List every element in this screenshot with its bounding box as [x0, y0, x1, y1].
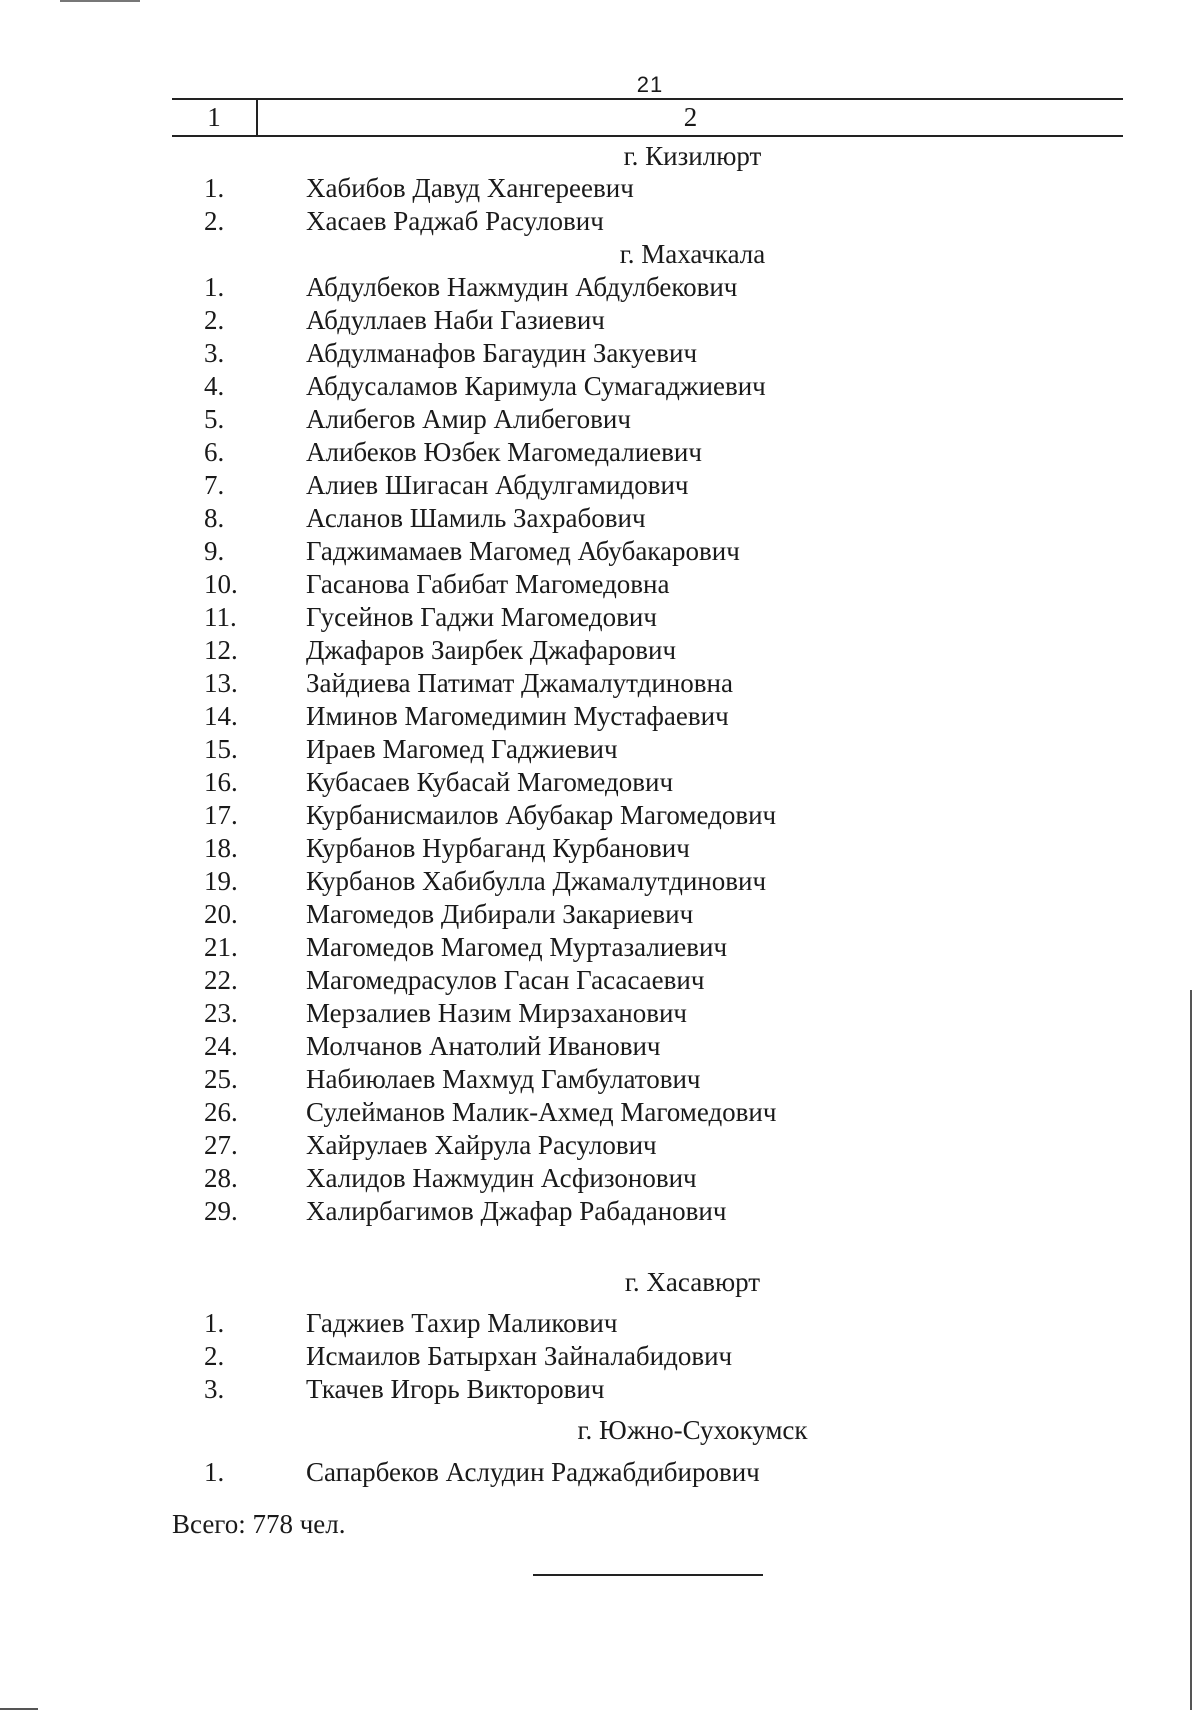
entry-number: 5. [204, 404, 225, 434]
section-heading-kizilyurt: г. Кизилюрт [623, 141, 762, 171]
entry-name: Алибегов Амир Алибегович [306, 404, 631, 434]
entry-number: 2. [204, 305, 225, 335]
entry-name: Гусейнов Гаджи Магомедович [306, 602, 657, 632]
total-count: Всего: 778 чел. [172, 1509, 346, 1539]
entry-number: 1. [204, 1308, 225, 1338]
scan-edge-mark [0, 1708, 38, 1710]
entry-name: Хайрулаев Хайрула Расулович [306, 1130, 657, 1160]
entry-name: Мерзалиев Назим Мирзаханович [306, 998, 687, 1028]
entry-name: Алиев Шигасан Абдулгамидович [306, 470, 689, 500]
column-header-number: 1 [207, 102, 221, 132]
entry-number: 20. [204, 899, 238, 929]
entry-number: 18. [204, 833, 238, 863]
entry-number: 28. [204, 1163, 238, 1193]
entry-number: 19. [204, 866, 238, 896]
entry-number: 27. [204, 1130, 238, 1160]
entry-number: 23. [204, 998, 238, 1028]
entry-name: Халирбагимов Джафар Рабаданович [306, 1196, 727, 1226]
page-number: 21 [636, 72, 664, 97]
entry-name: Курбанов Нурбаганд Курбанович [306, 833, 690, 863]
column-header-name: 2 [683, 102, 698, 132]
scan-edge-mark [60, 0, 140, 2]
entry-name: Курбанисмаилов Абубакар Магомедович [306, 800, 777, 830]
entry-number: 9. [204, 536, 225, 566]
entry-number: 29. [204, 1196, 238, 1226]
entry-number: 10. [204, 569, 238, 599]
entry-name: Ираев Магомед Гаджиевич [306, 734, 618, 764]
entry-number: 12. [204, 635, 238, 665]
entry-number: 7. [204, 470, 225, 500]
end-rule-divider [533, 1574, 763, 1576]
entry-name: Сулейманов Малик-Ахмед Магомедович [306, 1097, 777, 1127]
scan-edge-line [1190, 990, 1192, 1710]
entry-number: 26. [204, 1097, 238, 1127]
entry-name: Курбанов Хабибулла Джамалутдинович [306, 866, 767, 896]
section-heading-makhachkala: г. Махачкала [619, 239, 766, 269]
entry-name: Зайдиева Патимат Джамалутдиновна [306, 668, 733, 698]
entry-number: 16. [204, 767, 238, 797]
entry-number: 2. [204, 1341, 225, 1371]
entry-name: Иминов Магомедимин Мустафаевич [306, 701, 729, 731]
entry-name: Абдуллаев Наби Газиевич [306, 305, 605, 335]
entry-name: Абдулбеков Нажмудин Абдулбекович [306, 272, 738, 302]
entry-name: Халидов Нажмудин Асфизонович [306, 1163, 697, 1193]
entry-number: 22. [204, 965, 238, 995]
entry-number: 25. [204, 1064, 238, 1094]
entry-name: Гаджиев Тахир Маликович [306, 1308, 618, 1338]
section-heading-yuzhno-sukhokumsk: г. Южно-Сухокумск [577, 1415, 808, 1445]
entry-number: 11. [204, 602, 237, 632]
table-header [172, 98, 1123, 137]
entry-number: 6. [204, 437, 225, 467]
entry-name: Исмаилов Батырхан Зайналабидович [306, 1341, 733, 1371]
entry-name: Магомедов Магомед Муртазалиевич [306, 932, 728, 962]
entry-name: Асланов Шамиль Захрабович [306, 503, 646, 533]
entry-number: 17. [204, 800, 238, 830]
entry-number: 4. [204, 371, 225, 401]
entry-number: 1. [204, 1457, 225, 1487]
entry-name: Алибеков Юзбек Магомедалиевич [306, 437, 702, 467]
entry-name: Сапарбеков Аслудин Раджабдибирович [306, 1457, 760, 1487]
entry-name: Ткачев Игорь Викторович [306, 1374, 605, 1404]
entry-name: Гаджимамаев Магомед Абубакарович [306, 536, 740, 566]
entry-number: 1. [204, 272, 225, 302]
section-heading-khasavyurt: г. Хасавюрт [624, 1267, 761, 1297]
entry-number: 21. [204, 932, 238, 962]
entry-name: Джафаров Заирбек Джафарович [306, 635, 677, 665]
entry-number: 15. [204, 734, 238, 764]
entry-number: 2. [204, 206, 225, 236]
entry-name: Хасаев Раджаб Расулович [306, 206, 604, 236]
entry-number: 3. [204, 1374, 225, 1404]
entry-number: 24. [204, 1031, 238, 1061]
entry-name: Гасанова Габибат Магомедовна [306, 569, 670, 599]
entry-number: 1. [204, 173, 225, 203]
entry-number: 3. [204, 338, 225, 368]
entry-name: Магомедов Дибирали Закариевич [306, 899, 694, 929]
entry-name: Абдулманафов Багаудин Закуевич [306, 338, 698, 368]
entry-number: 13. [204, 668, 238, 698]
entry-name: Абдусаламов Каримула Сумагаджиевич [306, 371, 766, 401]
entry-number: 14. [204, 701, 238, 731]
entry-name: Хабибов Давуд Хангереевич [306, 173, 634, 203]
entry-name: Набиюлаев Махмуд Гамбулатович [306, 1064, 701, 1094]
entry-number: 8. [204, 503, 225, 533]
entry-name: Кубасаев Кубасай Магомедович [306, 767, 674, 797]
entry-name: Магомедрасулов Гасан Гасасаевич [306, 965, 705, 995]
entry-name: Молчанов Анатолий Иванович [306, 1031, 661, 1061]
